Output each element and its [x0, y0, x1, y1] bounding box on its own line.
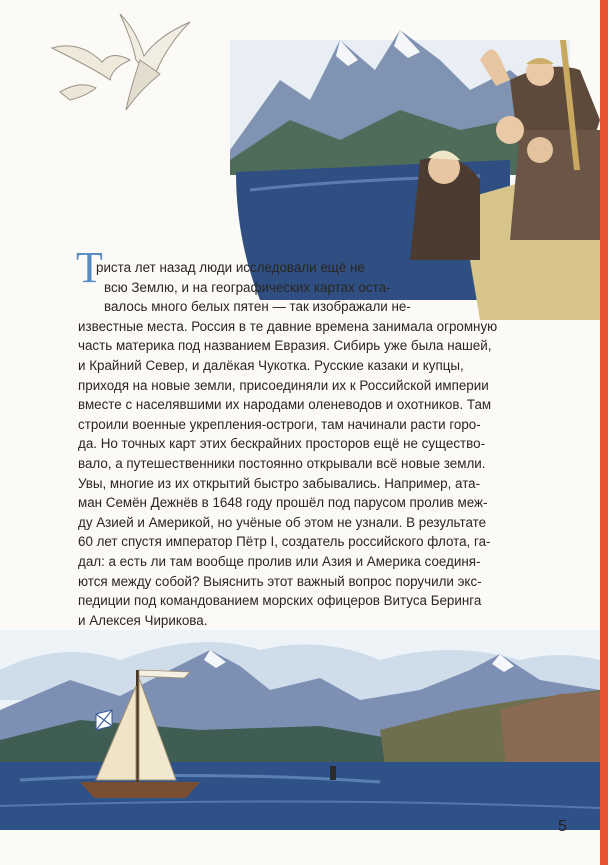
text-line: приходя на новые земли, присоединяли их к Российской империи — [78, 377, 489, 393]
text-line: риста лет назад люди исследовали ещё не — [96, 260, 365, 275]
text-line: и Алексея Чирикова. — [78, 612, 208, 628]
text-line: и Крайний Север, и далёкая Чукотка. Русские казаки и купцы, — [78, 357, 464, 373]
text-line: всю Землю, и на географических картах оста- — [104, 279, 391, 295]
text-line: вало, а путешественники постоянно открывали всё новые земли. — [78, 455, 486, 471]
text-line: педиции под командованием морских офицеров Витуса Беринга — [78, 593, 482, 609]
text-line: вместе с населявшими их народами оленеводов и охотников. Там — [78, 397, 492, 413]
text-line: ются между собой? Выяснить этот важный вопрос поручили экс- — [78, 573, 482, 589]
page-edge-stripe — [600, 0, 608, 865]
text-line: валось много белых пятен — так изображали не- — [104, 299, 411, 315]
seagulls-icon — [52, 14, 190, 110]
text-line: Увы, многие из их открытий быстро забывались. Например, ата- — [78, 475, 481, 491]
text-line: да. Но точных карт этих бескрайних просторов ещё не существо- — [78, 436, 486, 452]
text-line: дал: а есть ли там вообще пролив или Азия и Америка соединя- — [78, 553, 481, 569]
page-number: 5 — [558, 818, 567, 835]
body-paragraph — [78, 258, 498, 630]
text-line: строили военные укрепления-остроги, там начинали расти горо- — [78, 416, 481, 432]
text-line: часть материка под названием Евразия. Сибирь уже была нашей, — [78, 338, 492, 354]
bottom-illustration — [0, 630, 600, 830]
text-line: ман Семён Дежнёв в 1648 году прошёл под парусом пролив меж- — [78, 495, 488, 511]
text-line: 60 лет спустя император Пётр I, создатель российского флота, га- — [78, 534, 491, 550]
text-line: ду Азией и Америкой, но учёные об этом не узнали. В результате — [78, 514, 487, 530]
drop-cap: Т — [76, 243, 103, 292]
text-line: известные места. Россия в те давние времена занимала огромную — [78, 318, 498, 334]
